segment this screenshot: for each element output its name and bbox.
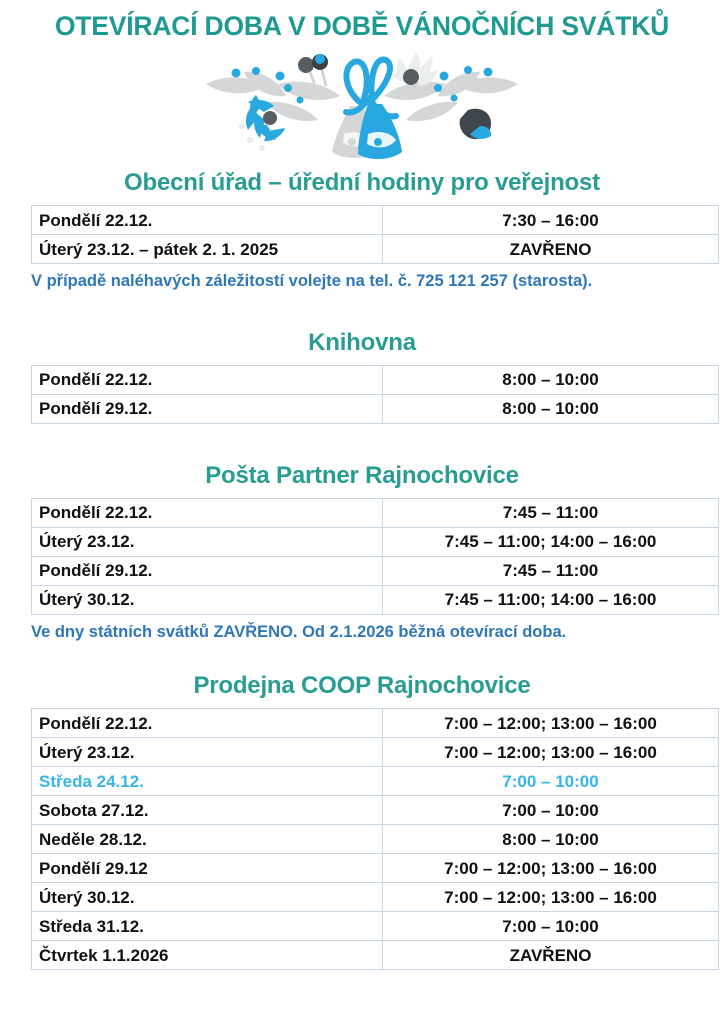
table-row: [32, 527, 719, 556]
table-row: [32, 498, 719, 527]
table-row: [32, 912, 719, 941]
table-row: [32, 585, 719, 614]
page-title: OTEVÍRACÍ DOBA V DOBĚ VÁNOČNÍCH SVÁTKŮ: [54, 11, 670, 41]
table-row: [32, 941, 719, 970]
cell-time: 7:00 – 12:00; 13:00 – 16:00: [383, 883, 719, 912]
section-title-knihovna: Knihovna: [308, 329, 416, 357]
ornament-container: [0, 45, 724, 169]
cell-time: ZAVŘENO: [383, 235, 719, 264]
cell-day: Pondělí 29.12: [32, 854, 383, 883]
table-row: [32, 854, 719, 883]
cell-day: Pondělí 22.12.: [32, 498, 383, 527]
cell-time: 7:00 – 12:00; 13:00 – 16:00: [383, 738, 719, 767]
table-row-highlighted: [32, 767, 719, 796]
note-obecni-urad: V případě naléhavých záležitostí volejte na tel. č. 725 121 257 (starosta).: [31, 272, 593, 291]
cell-time: 7:45 – 11:00; 14:00 – 16:00: [383, 585, 719, 614]
cell-day: Úterý 30.12.: [32, 585, 383, 614]
note-posta-partner: Ve dny státních svátků ZAVŘENO. Od 2.1.2026 běžná otevírací doba.: [31, 622, 567, 641]
cell-time: 7:00 – 12:00; 13:00 – 16:00: [383, 854, 719, 883]
cell-day: Pondělí 29.12.: [32, 556, 383, 585]
section-title-prodejna-coop: Prodejna COOP Rajnochovice: [193, 672, 531, 700]
table-row: [32, 709, 719, 738]
cell-day: Středa 31.12.: [32, 912, 383, 941]
table-row: [32, 796, 719, 825]
cell-time: 7:00 – 10:00: [383, 767, 719, 796]
section-title-posta-partner: Pošta Partner Rajnochovice: [205, 461, 519, 489]
cell-time: 7:45 – 11:00: [383, 498, 719, 527]
cell-time: 8:00 – 10:00: [383, 825, 719, 854]
section-posta-partner: [0, 462, 724, 643]
table-row: [32, 825, 719, 854]
cell-day: Pondělí 22.12.: [32, 709, 383, 738]
cell-time: 7:00 – 10:00: [383, 796, 719, 825]
cell-time: 8:00 – 10:00: [383, 394, 719, 423]
christmas-bells-and-leaves-icon: [192, 48, 532, 166]
hours-table-posta-partner: [31, 498, 719, 615]
table-row: [32, 883, 719, 912]
hours-table-obecni-urad: [31, 205, 719, 264]
table-row: [32, 206, 719, 235]
cell-day: Úterý 23.12.: [32, 738, 383, 767]
table-row: [32, 365, 719, 394]
cell-day: Úterý 30.12.: [32, 883, 383, 912]
table-row: [32, 738, 719, 767]
section-title-obecni-urad: Obecní úřad – úřední hodiny pro veřejnost: [124, 169, 600, 197]
hours-table-knihovna: [31, 365, 719, 424]
section-obecni-urad: [0, 169, 724, 292]
cell-time: ZAVŘENO: [383, 941, 719, 970]
cell-day: Úterý 23.12.: [32, 527, 383, 556]
cell-day: Neděle 28.12.: [32, 825, 383, 854]
section-knihovna: [0, 329, 724, 424]
cell-day: Pondělí 22.12.: [32, 206, 383, 235]
cell-time: 7:45 – 11:00: [383, 556, 719, 585]
section-prodejna-coop: [0, 672, 724, 970]
cell-time: 7:30 – 16:00: [383, 206, 719, 235]
cell-day: Úterý 23.12. – pátek 2. 1. 2025: [32, 235, 383, 264]
table-row: [32, 556, 719, 585]
cell-day: Pondělí 29.12.: [32, 394, 383, 423]
cell-day: Pondělí 22.12.: [32, 365, 383, 394]
cell-day: Středa 24.12.: [32, 767, 383, 796]
cell-time: 7:00 – 12:00; 13:00 – 16:00: [383, 709, 719, 738]
cell-day: Sobota 27.12.: [32, 796, 383, 825]
cell-time: 7:45 – 11:00; 14:00 – 16:00: [383, 527, 719, 556]
hours-table-prodejna-coop: [31, 708, 719, 970]
cell-time: 7:00 – 10:00: [383, 912, 719, 941]
table-row: [32, 235, 719, 264]
table-row: [32, 394, 719, 423]
cell-day: Čtvrtek 1.1.2026: [32, 941, 383, 970]
cell-time: 8:00 – 10:00: [383, 365, 719, 394]
